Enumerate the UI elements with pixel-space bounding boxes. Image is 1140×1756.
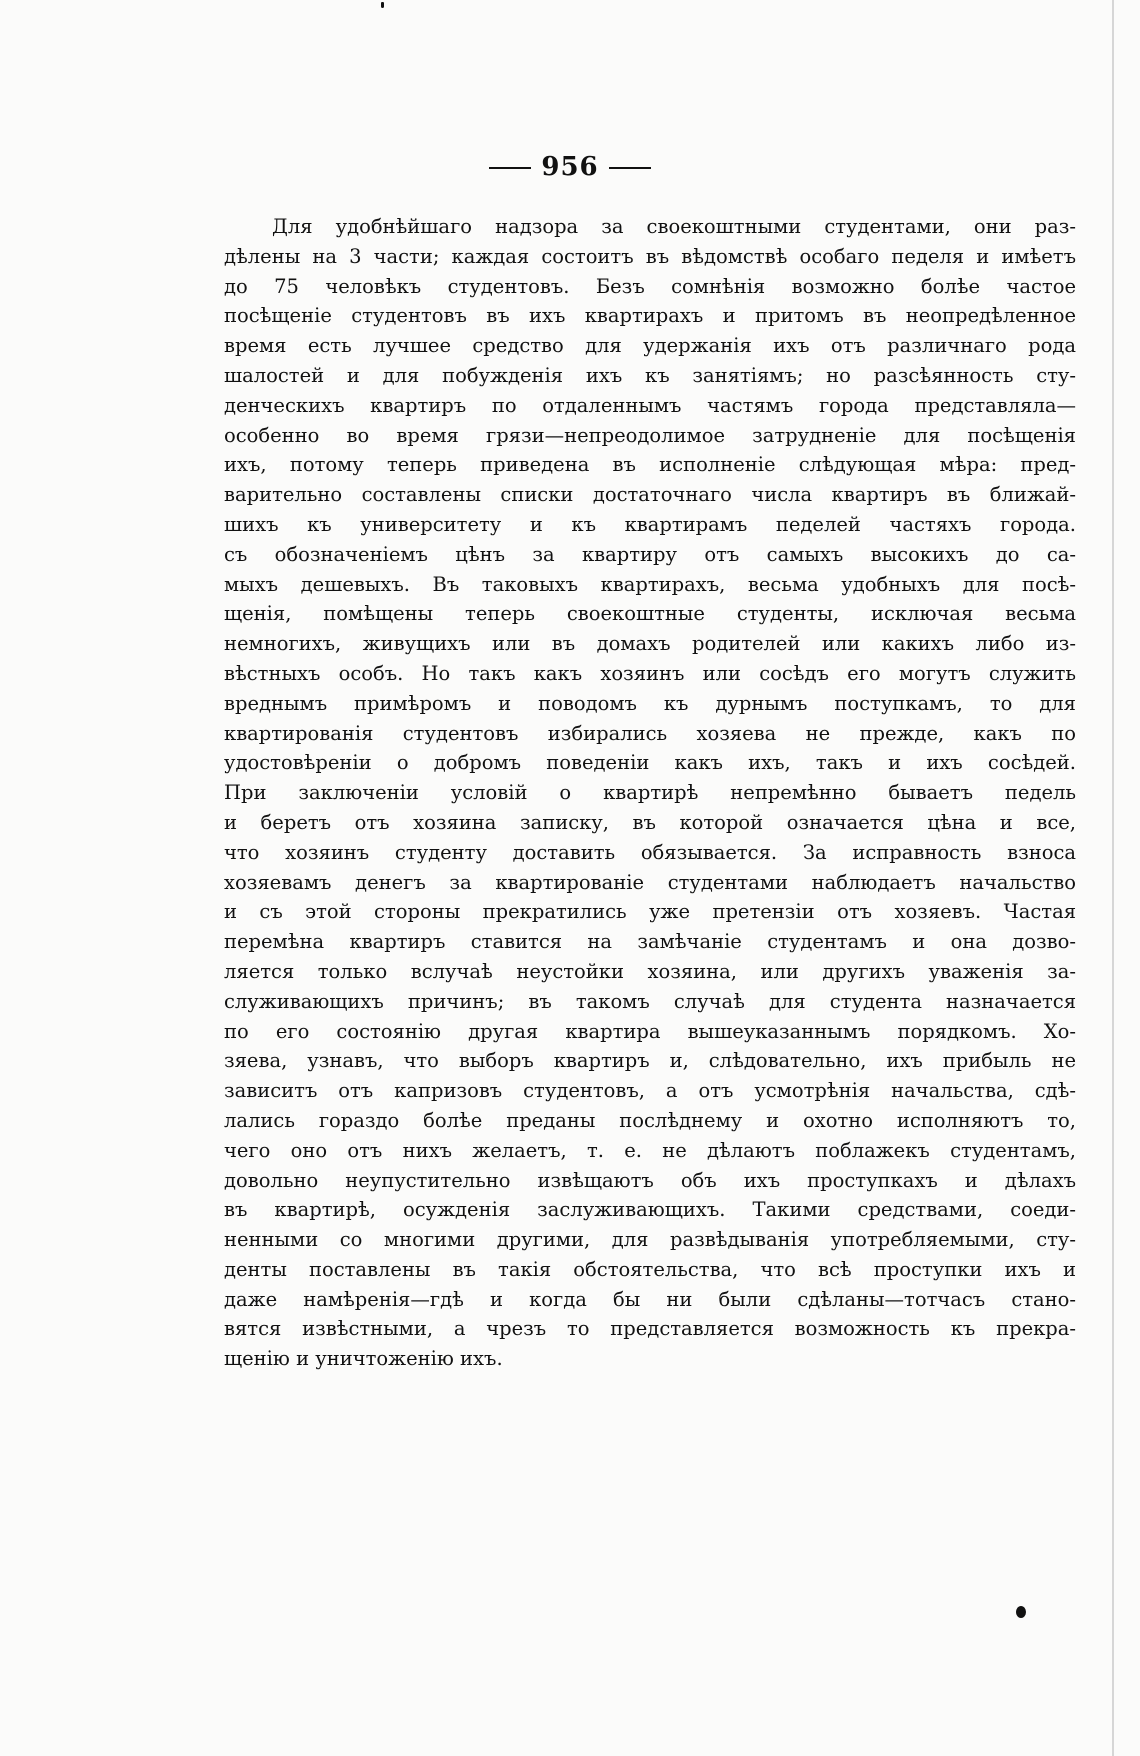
ink-speck: [381, 2, 384, 8]
text-line: довольно неупустительно извѣщаютъ объ ихъ проступкахъ и дѣлахъ: [224, 1168, 1076, 1192]
text-line: даже намѣренія—гдѣ и когда бы ни были сдѣланы—тотчасъ стано-: [224, 1287, 1076, 1311]
text-line: и съ этой стороны прекратились уже претензіи отъ хозяевъ. Частая: [224, 900, 1076, 924]
text-line: до 75 человѣкъ студентовъ. Безъ сомнѣнія возможно болѣе частое: [224, 274, 1076, 298]
text-line: съ обозначеніемъ цѣнъ за квартиру отъ самыхъ высокихъ до са-: [224, 542, 1076, 566]
text-line: щенію и уничтоженію ихъ.: [224, 1347, 503, 1371]
text-line: ненными со многими другими, для развѣдыванія употребляемыми, сту-: [224, 1228, 1076, 1252]
text-line: по его состоянію другая квартира вышеуказаннымъ порядкомъ. Хо-: [224, 1019, 1076, 1043]
page-number-dash-left: [489, 167, 531, 169]
text-line: мыхъ дешевыхъ. Въ таковыхъ квартирахъ, весьма удобныхъ для посѣ-: [224, 572, 1076, 596]
text-line: въ квартирѣ, осужденія заслуживающихъ. Такими средствами, соеди-: [224, 1198, 1076, 1222]
text-line: лались гораздо болѣе преданы послѣднему и охотно исполняютъ то,: [224, 1108, 1076, 1132]
text-line: щенія, помѣщены теперь своекоштные студенты, исключая весьма: [224, 602, 1076, 626]
text-line: шихъ къ университету и къ квартирамъ педелей частяхъ города.: [224, 512, 1076, 536]
text-line: вѣстныхъ особъ. Но такъ какъ хозяинъ или сосѣдъ его могутъ служить: [224, 661, 1076, 685]
text-line: При заключеніи условій о квартирѣ непремѣнно бываетъ педель: [224, 781, 1076, 805]
text-line: что хозяинъ студенту доставить обязывается. За исправность взноса: [224, 840, 1076, 864]
text-line: особенно во время грязи—непреодолимое затрудненіе для посѣщенія: [224, 423, 1076, 447]
text-line: ляется только вслучаѣ неустойки хозяина, или другихъ уваженія за-: [224, 959, 1076, 983]
text-line: ихъ, потому теперь приведена въ исполненіе слѣдующая мѣра: пред-: [224, 453, 1076, 477]
text-line: зависитъ отъ капризовъ студентовъ, а отъ усмотрѣнія начальства, сдѣ-: [224, 1079, 1076, 1103]
text-line: хозяевамъ денегъ за квартированіе студентами наблюдаетъ начальство: [224, 870, 1076, 894]
text-line: шалостей и для побужденія ихъ къ занятіямъ; но разсѣянность сту-: [224, 363, 1076, 387]
text-line: варительно составлены списки достаточнаго числа квартиръ въ ближай-: [224, 483, 1076, 507]
text-line: вреднымъ примѣромъ и поводомъ къ дурнымъ поступкамъ, то для: [224, 691, 1076, 715]
text-line: квартированія студентовъ избирались хозяева не прежде, какъ по: [224, 721, 1076, 745]
binding-edge-line: [1112, 0, 1114, 1756]
text-line: перемѣна квартиръ ставится на замѣчаніе студентамъ и она дозво-: [224, 930, 1076, 954]
text-line: чего оно отъ нихъ желаетъ, т. е. не дѣлаютъ поблажекъ студентамъ,: [224, 1138, 1076, 1162]
page-number: [0, 152, 1140, 182]
page-number-value: 956: [541, 152, 599, 182]
text-line: Для удобнѣйшаго надзора за своекоштными студентами, они раз-: [272, 215, 1076, 238]
text-line: дѣлены на 3 части; каждая состоитъ въ вѣдомствѣ особаго педеля и имѣетъ: [224, 244, 1076, 268]
text-line: денты поставлены въ такія обстоятельства, что всѣ проступки ихъ и: [224, 1257, 1076, 1281]
text-line: зяева, узнавъ, что выборъ квартиръ и, слѣдовательно, ихъ прибыль не: [224, 1049, 1076, 1073]
text-line: удостовѣреніи о добромъ поведеніи какъ ихъ, такъ и ихъ сосѣдей.: [224, 751, 1076, 775]
text-line: время есть лучшее средство для удержанія ихъ отъ различнаго рода: [224, 334, 1076, 358]
text-line: денческихъ квартиръ по отдаленнымъ частямъ города представляла—: [224, 393, 1076, 417]
text-line: посѣщеніе студентовъ въ ихъ квартирахъ и притомъ въ неопредѣленное: [224, 304, 1076, 328]
page-number-dash-right: [609, 167, 651, 169]
text-line: служивающихъ причинъ; въ такомъ случаѣ для студента назначается: [224, 989, 1076, 1013]
text-line: немногихъ, живущихъ или въ домахъ родителей или какихъ либо из-: [224, 632, 1076, 656]
body-paragraph: [224, 212, 1076, 1374]
text-line: и беретъ отъ хозяина записку, въ которой означается цѣна и все,: [224, 810, 1076, 834]
ink-blot: [1016, 1606, 1026, 1618]
text-line: вятся извѣстными, а чрезъ то представляется возможность къ прекра-: [224, 1317, 1076, 1341]
